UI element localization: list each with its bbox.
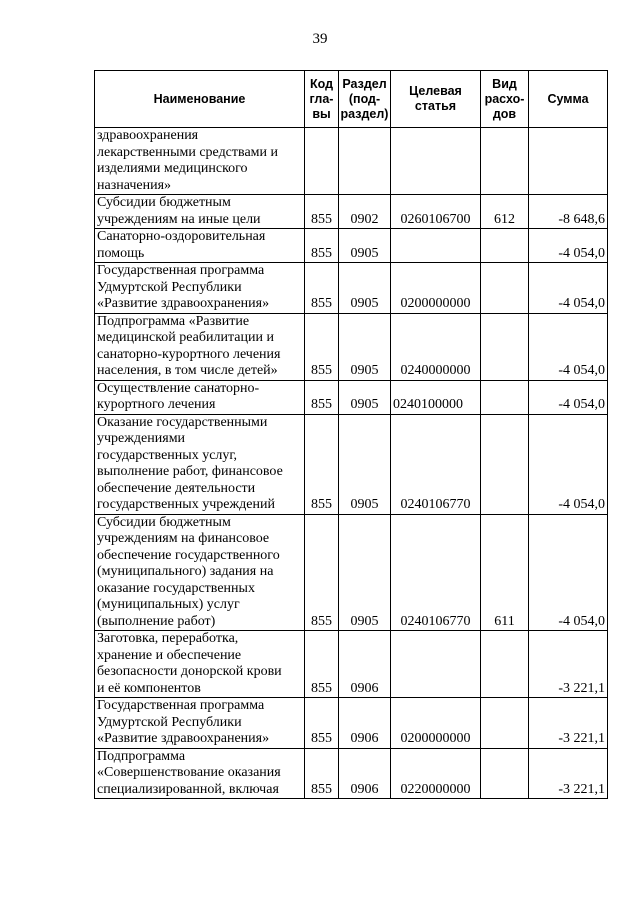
cell-code: 855 <box>305 195 339 229</box>
cell-name-line: (муниципального) задания на <box>97 564 274 579</box>
cell-target: 0240000000 <box>391 313 481 380</box>
cell-type <box>481 263 529 314</box>
cell-target: 0240106770 <box>391 414 481 514</box>
cell-code: 855 <box>305 514 339 631</box>
cell-section: 0906 <box>339 698 391 749</box>
header-code-line: Код <box>309 76 334 91</box>
cell-name-line: и её компонентов <box>97 680 201 696</box>
cell-sum: -4 054,0 <box>529 229 608 263</box>
cell-name <box>95 263 305 314</box>
table-header-row <box>95 71 608 128</box>
cell-sum: -4 054,0 <box>529 380 608 414</box>
header-section-line: (под- <box>348 91 381 106</box>
cell-section: 0905 <box>339 263 391 314</box>
cell-section: 0905 <box>339 313 391 380</box>
cell-section: 0906 <box>339 748 391 799</box>
cell-target: 0220000000 <box>391 748 481 799</box>
cell-sum: -4 054,0 <box>529 414 608 514</box>
header-target-line: статья <box>414 99 457 113</box>
table-row <box>95 313 608 380</box>
cell-name-line: Подпрограмма <box>97 748 186 764</box>
cell-sum: -8 648,6 <box>529 195 608 229</box>
cell-type <box>481 380 529 414</box>
cell-name-line: учреждениям на иные цели <box>97 211 261 227</box>
cell-type <box>481 631 529 698</box>
header-code-line: вы <box>312 106 331 121</box>
cell-sum: -4 054,0 <box>529 514 608 631</box>
cell-code: 855 <box>305 414 339 514</box>
cell-type <box>481 128 529 195</box>
header-type-line: Вид <box>492 76 517 91</box>
table-row <box>95 263 608 314</box>
header-name: Наименование <box>95 71 305 128</box>
cell-target: 0240100000 <box>391 380 481 414</box>
cell-name <box>95 380 305 414</box>
cell-type <box>481 414 529 514</box>
cell-name-line: Государственная программа <box>97 263 265 278</box>
cell-name <box>95 414 305 514</box>
cell-code <box>305 128 339 195</box>
cell-section: 0905 <box>339 514 391 631</box>
cell-name-line: (выполнение работ) <box>97 613 216 629</box>
cell-name-line: государственных учреждений <box>97 497 275 512</box>
cell-name-line: хранение и обеспечение <box>97 647 242 663</box>
table-row <box>95 514 608 631</box>
cell-sum: -3 221,1 <box>529 631 608 698</box>
header-section <box>339 71 391 128</box>
table-row <box>95 380 608 414</box>
table-row <box>95 698 608 749</box>
cell-name-line: Оказание государственными <box>97 414 268 430</box>
cell-code: 855 <box>305 229 339 263</box>
table-row <box>95 128 608 195</box>
header-section-line: раздел) <box>340 106 389 121</box>
page-number: 39 <box>312 31 328 47</box>
cell-name-line: Субсидии бюджетным <box>97 514 231 530</box>
cell-name-line: оказание государственных <box>97 580 255 596</box>
header-section-line: Раздел <box>342 76 387 91</box>
cell-name <box>95 229 305 263</box>
cell-target <box>391 631 481 698</box>
cell-name-line: государственных услуг, <box>97 447 238 463</box>
cell-section: 0905 <box>339 380 391 414</box>
cell-name-line: санаторно-курортного лечения <box>97 346 281 362</box>
table-body <box>95 128 608 799</box>
header-type <box>481 71 529 128</box>
cell-name-line: медицинской реабилитации и <box>97 330 274 345</box>
cell-name-line: населения, в том числе детей» <box>97 363 278 378</box>
cell-name-line: «Развитие здравоохранения» <box>97 296 270 311</box>
cell-target: 0200000000 <box>391 698 481 749</box>
cell-name-line: учреждениям на финансовое <box>97 531 270 546</box>
cell-name-line: «Совершенствование оказания <box>97 765 281 780</box>
cell-name-line: помощь <box>97 245 145 261</box>
cell-code: 855 <box>305 313 339 380</box>
cell-sum: -3 221,1 <box>529 748 608 799</box>
cell-sum: -3 221,1 <box>529 698 608 749</box>
cell-name-line: обеспечение деятельности <box>97 480 256 496</box>
cell-name-line: (муниципальных) услуг <box>97 597 240 612</box>
table-row <box>95 414 608 514</box>
cell-name <box>95 631 305 698</box>
cell-name-line: учреждениями <box>97 431 186 446</box>
cell-target <box>391 128 481 195</box>
cell-name-line: Удмуртской Республики <box>97 279 242 295</box>
header-type-line: расхо- <box>484 91 525 106</box>
cell-name-line: выполнение работ, финансовое <box>97 464 283 479</box>
cell-sum: -4 054,0 <box>529 313 608 380</box>
table-row <box>95 229 608 263</box>
header-type-line: дов <box>492 106 517 121</box>
header-code-line: гла- <box>309 91 334 106</box>
cell-name <box>95 313 305 380</box>
cell-name-line: Удмуртской Республики <box>97 714 242 730</box>
cell-sum: -4 054,0 <box>529 263 608 314</box>
cell-code: 855 <box>305 698 339 749</box>
cell-type <box>481 229 529 263</box>
cell-type <box>481 313 529 380</box>
header-sum: Сумма <box>529 71 608 128</box>
cell-type <box>481 748 529 799</box>
cell-name-line: Государственная программа <box>97 698 265 713</box>
cell-name-line: Подпрограмма «Развитие <box>97 313 250 329</box>
cell-name <box>95 514 305 631</box>
cell-section: 0905 <box>339 229 391 263</box>
cell-name-line: Субсидии бюджетным <box>97 195 231 210</box>
cell-name <box>95 128 305 195</box>
cell-name <box>95 748 305 799</box>
budget-table <box>94 70 608 799</box>
cell-name-line: курортного лечения <box>97 397 216 412</box>
cell-name-line: Осуществление санаторно- <box>97 380 260 396</box>
table-row <box>95 195 608 229</box>
cell-name-line: изделиями медицинского <box>97 161 248 176</box>
cell-code: 855 <box>305 748 339 799</box>
cell-name-line: назначения» <box>97 177 172 193</box>
header-target-line: Целевая <box>409 84 462 98</box>
cell-section: 0906 <box>339 631 391 698</box>
cell-sum <box>529 128 608 195</box>
table-row <box>95 748 608 799</box>
cell-name-line: обеспечение государственного <box>97 547 280 563</box>
cell-target: 0200000000 <box>391 263 481 314</box>
header-target <box>391 71 481 128</box>
cell-name-line: Санаторно-оздоровительная <box>97 229 266 244</box>
cell-name-line: специализированной, включая <box>97 781 279 797</box>
cell-section <box>339 128 391 195</box>
cell-type <box>481 698 529 749</box>
cell-section: 0902 <box>339 195 391 229</box>
cell-name <box>95 195 305 229</box>
cell-type: 612 <box>481 195 529 229</box>
cell-section: 0905 <box>339 414 391 514</box>
cell-name-line: здравоохранения <box>97 128 199 143</box>
cell-type: 611 <box>481 514 529 631</box>
cell-target <box>391 229 481 263</box>
cell-name-line: безопасности донорской крови <box>97 664 282 679</box>
cell-name-line: «Развитие здравоохранения» <box>97 731 270 746</box>
cell-target: 0240106770 <box>391 514 481 631</box>
cell-name-line: Заготовка, переработка, <box>97 631 239 646</box>
cell-code: 855 <box>305 631 339 698</box>
cell-name-line: лекарственными средствами и <box>97 144 279 160</box>
header-code <box>305 71 339 128</box>
cell-code: 855 <box>305 380 339 414</box>
cell-name <box>95 698 305 749</box>
table-row <box>95 631 608 698</box>
cell-code: 855 <box>305 263 339 314</box>
cell-target: 0260106700 <box>391 195 481 229</box>
